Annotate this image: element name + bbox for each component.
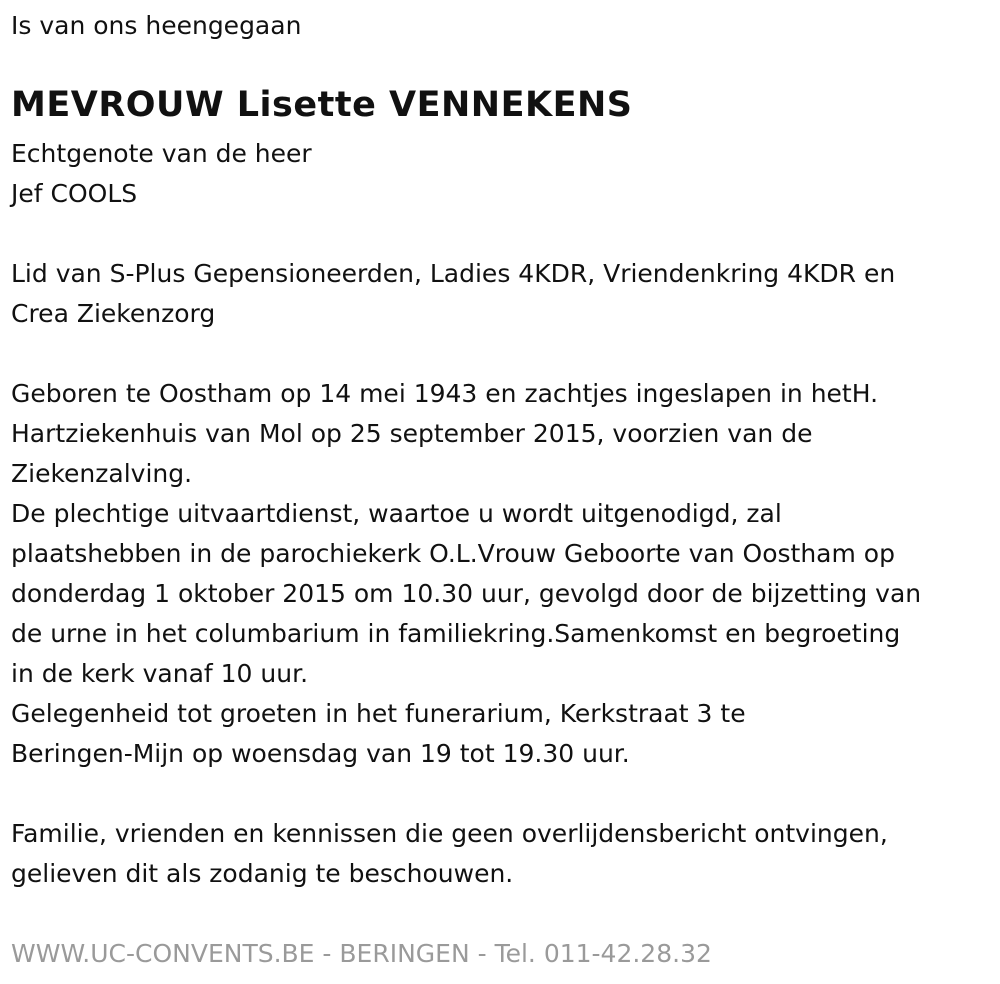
family-line: Familie, vrienden en kennissen die geen overlijdensbericht ontvingen, bbox=[11, 819, 888, 848]
details-line: Gelegenheid tot groeten in het funerarium, Kerkstraat 3 te bbox=[11, 699, 746, 728]
details-line: de urne in het columbarium in familiekring.Samenkomst en begroeting bbox=[11, 619, 901, 648]
details-line: in de kerk vanaf 10 uur. bbox=[11, 659, 309, 688]
membership-block bbox=[11, 254, 895, 334]
footer-contact: WWW.UC-CONVENTS.BE - BERINGEN - Tel. 011-42.28.32 bbox=[11, 939, 712, 968]
details-line: De plechtige uitvaartdienst, waartoe u wordt uitgenodigd, zal bbox=[11, 499, 782, 528]
details-line: Geboren te Oostham op 14 mei 1943 en zachtjes ingeslapen in hetH. bbox=[11, 379, 879, 408]
family-block bbox=[11, 814, 888, 894]
spouse-line: Echtgenote van de heer bbox=[11, 139, 312, 168]
spouse-line: Jef COOLS bbox=[11, 179, 138, 208]
details-line: plaatshebben in de parochiekerk O.L.Vrouw Geboorte van Oostham op bbox=[11, 539, 895, 568]
details-line: Beringen-Mijn op woensdag van 19 tot 19.30 uur. bbox=[11, 739, 630, 768]
details-line: Ziekenzalving. bbox=[11, 459, 193, 488]
family-line: gelieven dit als zodanig te beschouwen. bbox=[11, 859, 514, 888]
details-block bbox=[11, 374, 921, 774]
intro-text: Is van ons heengegaan bbox=[11, 11, 302, 40]
membership-line: Lid van S-Plus Gepensioneerden, Ladies 4KDR, Vriendenkring 4KDR en bbox=[11, 259, 896, 288]
membership-line: Crea Ziekenzorg bbox=[11, 299, 216, 328]
deceased-name: MEVROUW Lisette VENNEKENS bbox=[11, 85, 633, 125]
spouse-block bbox=[11, 134, 312, 214]
details-line: Hartziekenhuis van Mol op 25 september 2015, voorzien van de bbox=[11, 419, 813, 448]
details-line: donderdag 1 oktober 2015 om 10.30 uur, gevolgd door de bijzetting van bbox=[11, 579, 922, 608]
